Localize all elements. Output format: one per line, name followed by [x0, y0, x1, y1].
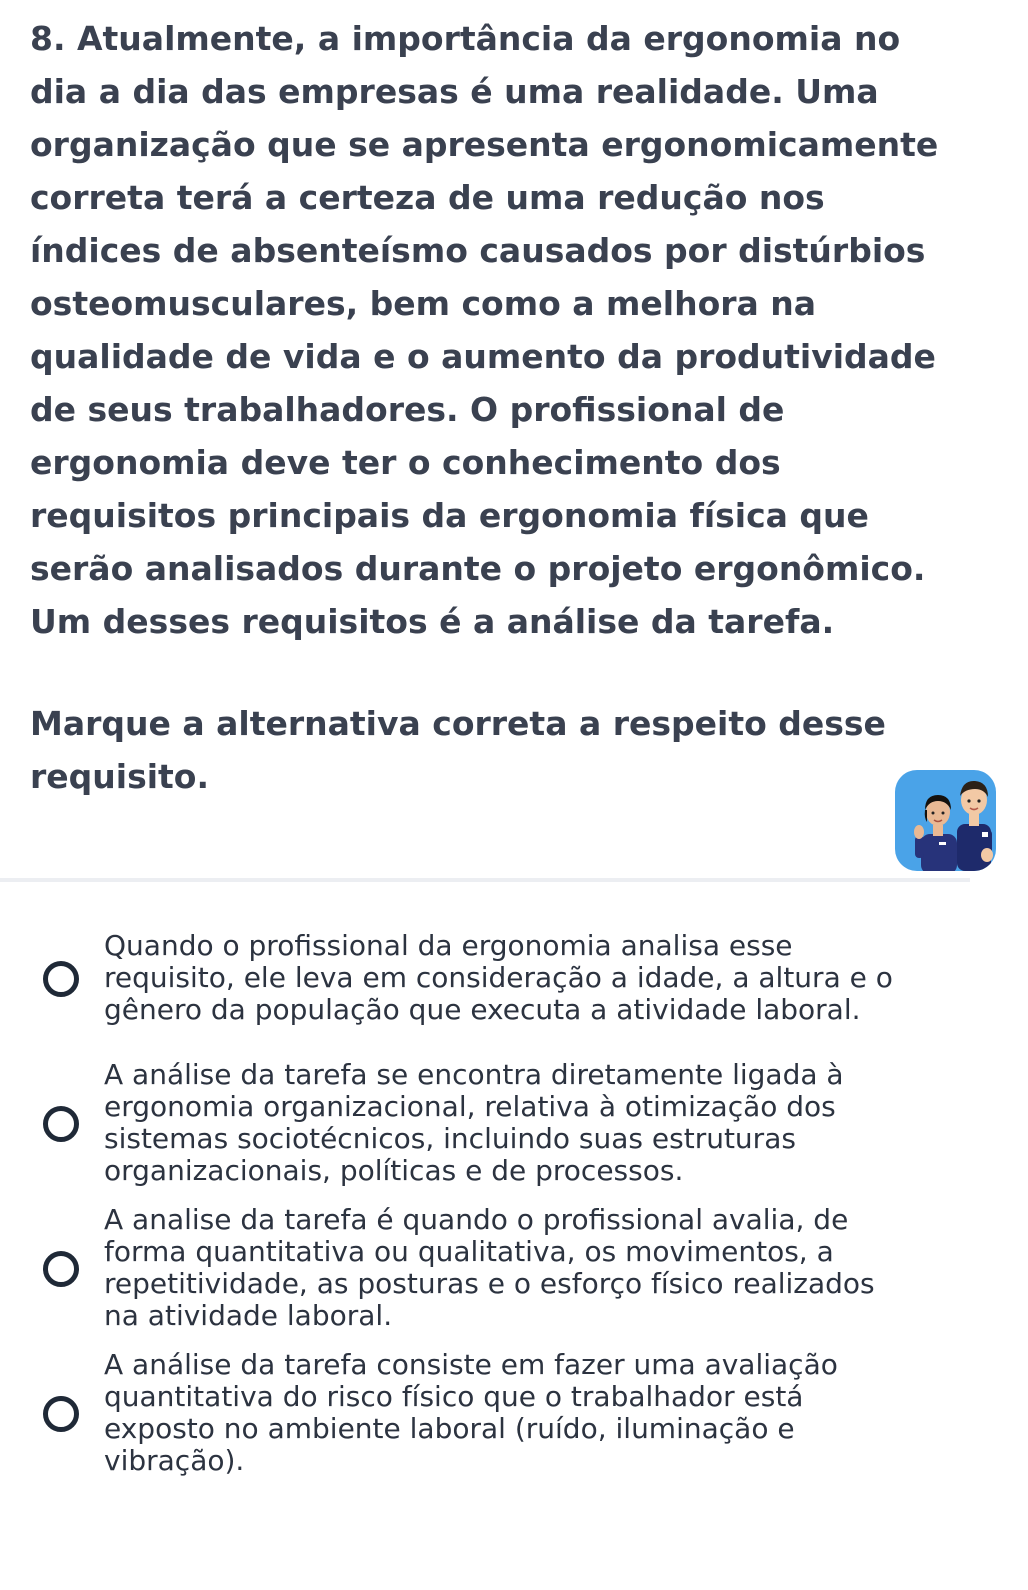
- answer-options: [0, 912, 1028, 1492]
- answer-option-c[interactable]: [0, 1202, 1028, 1334]
- section-divider: [0, 878, 970, 882]
- answer-option-b[interactable]: [0, 1057, 1028, 1189]
- answer-option-a[interactable]: [0, 912, 1028, 1044]
- option-text: Quando o profissional da ergonomia analisa esse requisito, ele leva em consideração a idade, a altura e o gênero da população que executa a atividade laboral.: [104, 929, 893, 1026]
- question-text: 8. Atualmente, a importância da ergonomia no dia a dia das empresas é uma realidade. Uma organização que se apresenta ergonomicamente correta terá a certeza de uma redução nos índices de absenteísmo causados por distúrbios osteomusculares, bem como a melhora na qualidade de vida e o aumento da produtividade de seus trabalhadores. O profissional de ergonomia deve ter o conhecimento dos requisitos principais da ergonomia física que serão analisados durante o projeto ergonômico. Um desses requisitos é a análise da tarefa.: [30, 19, 939, 641]
- question-prompt: Marque a alternativa correta a respeito desse requisito.: [30, 704, 886, 796]
- radio-button[interactable]: [43, 961, 79, 997]
- option-text: A análise da tarefa consiste em fazer uma avaliação quantitativa do risco físico que o trabalhador está exposto no ambiente laboral (ruído, iluminação e vibração).: [104, 1348, 838, 1477]
- radio-button[interactable]: [43, 1396, 79, 1432]
- sign-language-button[interactable]: [895, 770, 996, 871]
- sign-language-avatars-icon: [895, 770, 996, 871]
- option-text: A análise da tarefa se encontra diretamente ligada à ergonomia organizacional, relativa à otimização dos sistemas sociotécnicos, incluindo suas estruturas organizacionais, políticas e de processos.: [104, 1058, 844, 1187]
- option-text: A analise da tarefa é quando o profissional avalia, de forma quantitativa ou qualitativa, os movimentos, a repetitividade, as posturas e o esforço físico realizados na atividade laboral.: [104, 1203, 875, 1332]
- radio-button[interactable]: [43, 1251, 79, 1287]
- radio-button[interactable]: [43, 1106, 79, 1142]
- answer-option-d[interactable]: [0, 1347, 1028, 1479]
